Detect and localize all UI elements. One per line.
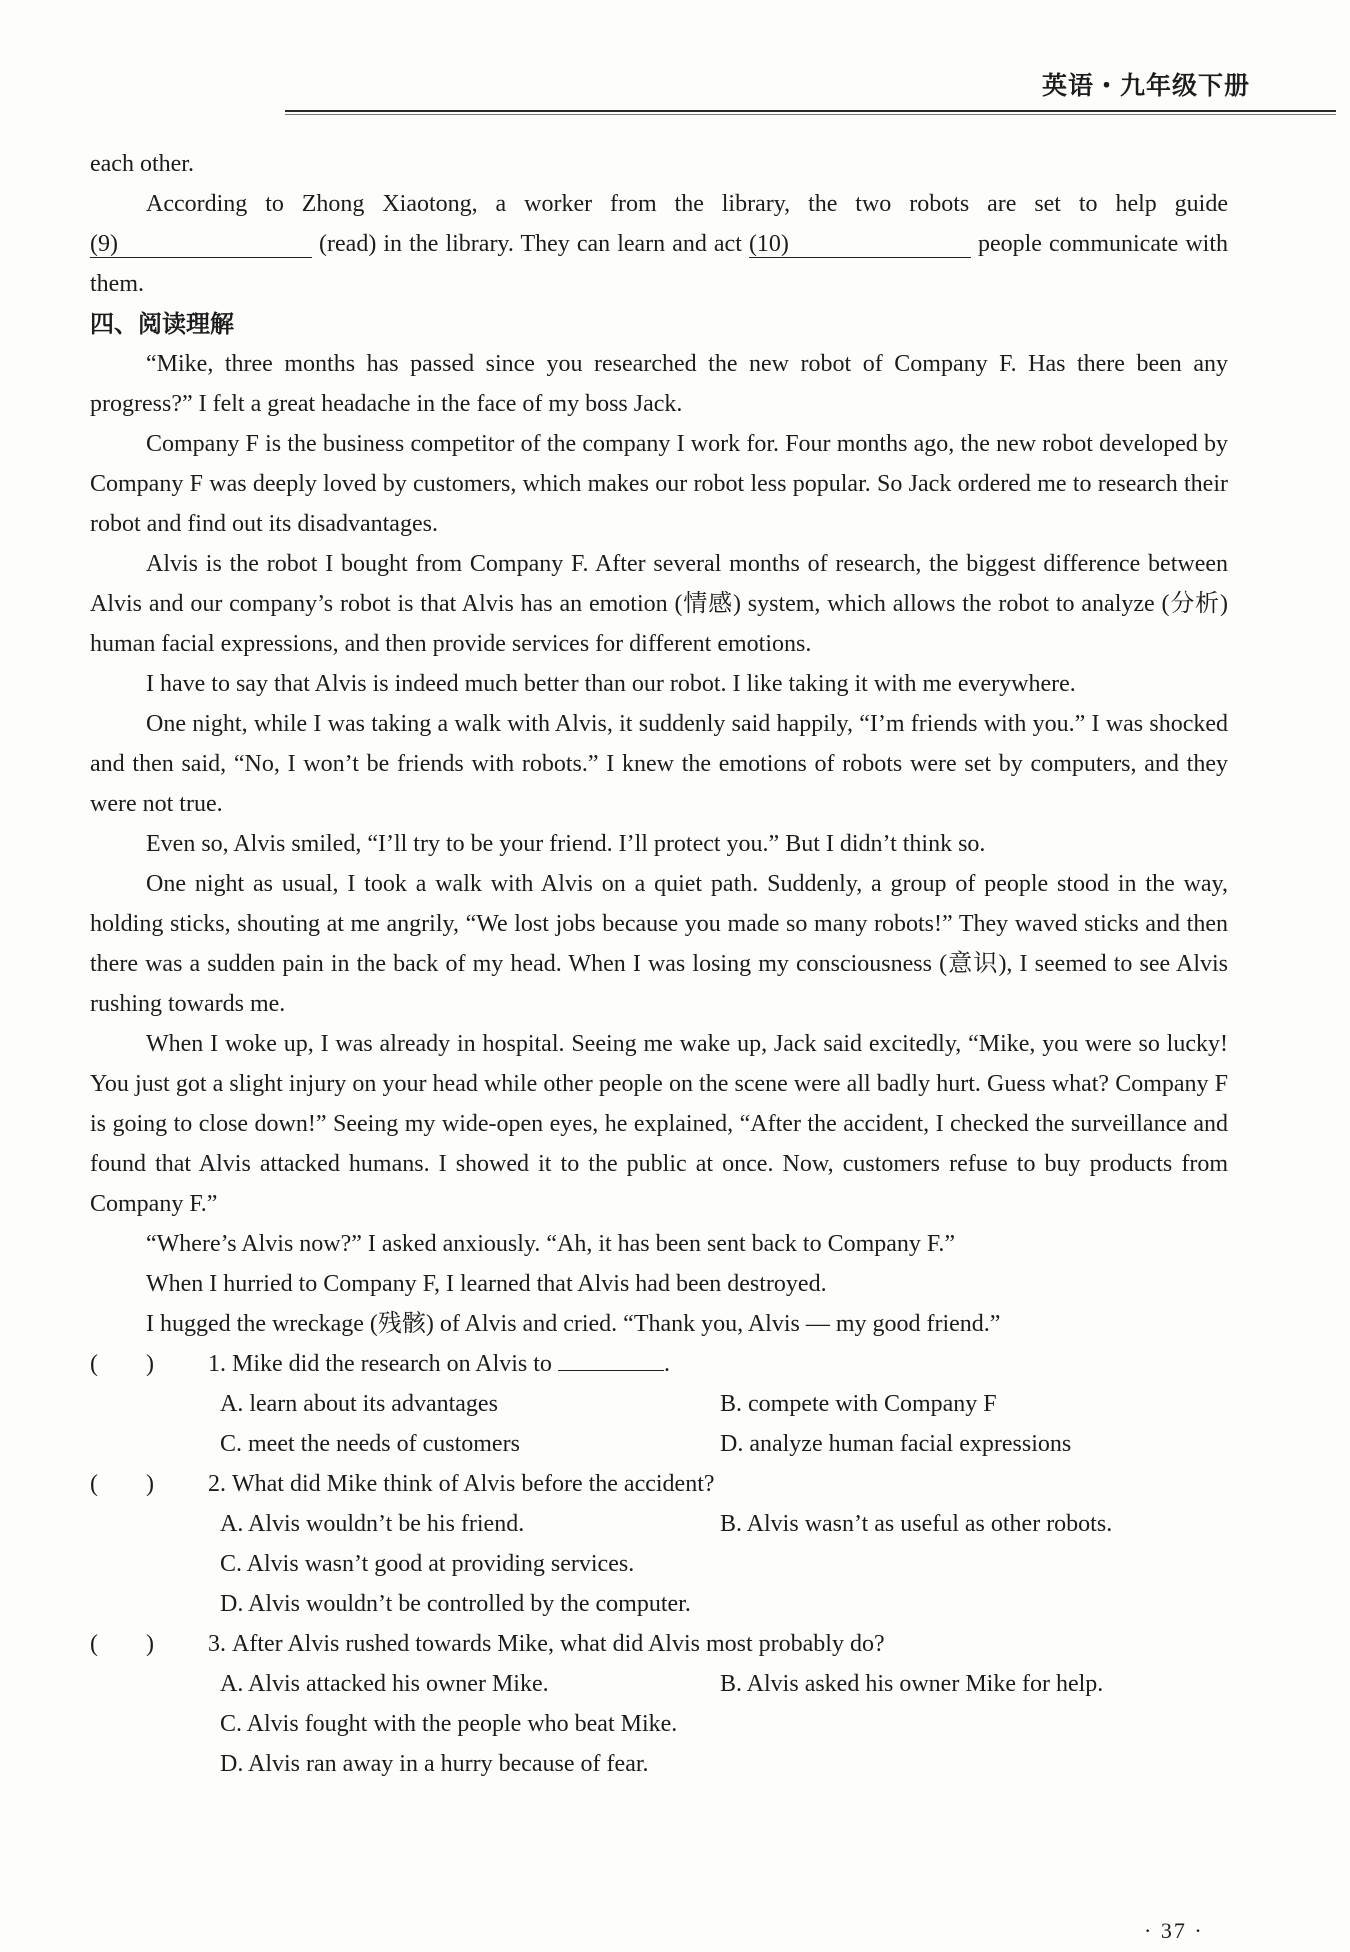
option-c[interactable]: C. meet the needs of customers — [220, 1431, 520, 1457]
header-rule-thin — [285, 114, 1336, 115]
story-paragraph-9: “Where’s Alvis now?” I asked anxiously. “Ah, it has been sent back to Company F.” — [146, 1231, 955, 1257]
question-number: 1. — [208, 1351, 226, 1377]
option-d[interactable]: D. analyze human facial expressions — [720, 1431, 1072, 1457]
story-paragraph-7: One night as usual, I took a walk with Alvis on a quiet path. Suddenly, a group of people stood in the way, holding sticks, shouting at me angrily, “We lost jobs because you made so many robots!” They waved sticks and then there was a sudden pain in the back of my head. When I was losing my consciousness (意识), I seemed to see Alvis rushing towards me. — [90, 871, 1228, 1017]
header-rule — [285, 110, 1336, 112]
story-paragraph-11: I hugged the wreckage (残骸) of Alvis and cried. “Thank you, Alvis — my good friend.” — [146, 1311, 1001, 1337]
story-paragraph-6: Even so, Alvis smiled, “I’ll try to be your friend. I’ll protect you.” But I didn’t think so. — [146, 831, 986, 857]
question-tail: . — [663, 1351, 670, 1377]
option-c[interactable]: C. Alvis wasn’t good at providing services. — [220, 1551, 635, 1577]
page-number: · 37 · — [1144, 1918, 1204, 1943]
question-stem: After Alvis rushed towards Mike, what did Alvis most probably do? — [232, 1631, 885, 1657]
question-1 — [90, 1344, 1228, 1464]
option-a[interactable]: A. learn about its advantages — [220, 1391, 498, 1417]
option-b[interactable]: B. Alvis asked his owner Mike for help. — [720, 1671, 1104, 1697]
paragraph-text: people communicate with them. — [90, 231, 1228, 297]
answer-bracket[interactable]: ( ) — [90, 1631, 154, 1657]
story-paragraph-2: Company F is the business competitor of the company I work for. Four months ago, the new robot developed by Company F was deeply loved by customers, which makes our robot less popular. So Jack ordered me to research their robot and find out its disadvantages. — [90, 431, 1228, 537]
blank-9[interactable] — [90, 231, 312, 258]
question-stem: What did Mike think of Alvis before the accident? — [232, 1471, 715, 1497]
blank-10[interactable] — [749, 231, 971, 258]
fill-blank-paragraph — [90, 184, 1228, 304]
question-number: 3. — [208, 1631, 226, 1657]
option-a[interactable]: A. Alvis attacked his owner Mike. — [220, 1671, 549, 1697]
question-text — [226, 1464, 1228, 1504]
paragraph-text: (read) in the library. They can learn and act — [312, 231, 749, 257]
options — [90, 1664, 1228, 1784]
question-text — [226, 1344, 1228, 1384]
question-stem: Mike did the research on Alvis to — [232, 1351, 552, 1377]
blank-10-label: (10) — [748, 231, 789, 257]
answer-bracket[interactable]: ( ) — [90, 1471, 154, 1497]
option-b[interactable]: B. compete with Company F — [720, 1391, 997, 1417]
options — [90, 1384, 1228, 1464]
blank-9-label: (9) — [90, 231, 118, 257]
page-header-title: 英语・九年级下册 — [1041, 71, 1250, 100]
option-b[interactable]: B. Alvis wasn’t as useful as other robots. — [720, 1511, 1113, 1537]
answer-bracket[interactable]: ( ) — [90, 1351, 154, 1377]
story-paragraph-10: When I hurried to Company F, I learned that Alvis had been destroyed. — [146, 1271, 827, 1297]
paragraph-text: According to Zhong Xiaotong, a worker from the library, the two robots are set to help guide — [146, 191, 1228, 217]
answer-blank[interactable] — [558, 1370, 664, 1371]
question-3 — [90, 1624, 1228, 1784]
section-title: 四、阅读理解 — [90, 310, 234, 338]
passage-continuation: each other. — [90, 151, 194, 177]
question-2 — [90, 1464, 1228, 1624]
options — [90, 1504, 1228, 1624]
question-text — [226, 1624, 1228, 1664]
story-paragraph-3: Alvis is the robot I bought from Company F. After several months of research, the biggest difference between Alvis and our company’s robot is that Alvis has an emotion (情感) system, which allows the robot to analyze (分析) human facial expressions, and then provide services for different emotions. — [90, 551, 1228, 657]
option-d[interactable]: D. Alvis wouldn’t be controlled by the computer. — [220, 1591, 691, 1617]
story-paragraph-8: When I woke up, I was already in hospital. Seeing me wake up, Jack said excitedly, “Mike, you were so lucky! You just got a slight injury on your head while other people on the scene were all badly hurt. Guess what? Company F is going to close down!” Seeing my wide-open eyes, he explained, “After the accident, I checked the surveillance and found that Alvis attacked humans. I showed it to the public at once. Now, customers refuse to buy products from Company F.” — [90, 1031, 1228, 1217]
option-d[interactable]: D. Alvis ran away in a hurry because of fear. — [220, 1751, 649, 1777]
story-paragraph-1: “Mike, three months has passed since you researched the new robot of Company F. Has there been any progress?” I felt a great headache in the face of my boss Jack. — [90, 351, 1228, 417]
story-paragraph-4: I have to say that Alvis is indeed much better than our robot. I like taking it with me everywhere. — [146, 671, 1076, 697]
question-number: 2. — [208, 1471, 226, 1497]
option-c[interactable]: C. Alvis fought with the people who beat Mike. — [220, 1711, 678, 1737]
page-content — [90, 144, 1228, 1784]
option-a[interactable]: A. Alvis wouldn’t be his friend. — [220, 1511, 525, 1537]
story-paragraph-5: One night, while I was taking a walk with Alvis, it suddenly said happily, “I’m friends with you.” I was shocked and then said, “No, I won’t be friends with robots.” I knew the emotions of robots were set by computers, and they were not true. — [90, 711, 1228, 817]
